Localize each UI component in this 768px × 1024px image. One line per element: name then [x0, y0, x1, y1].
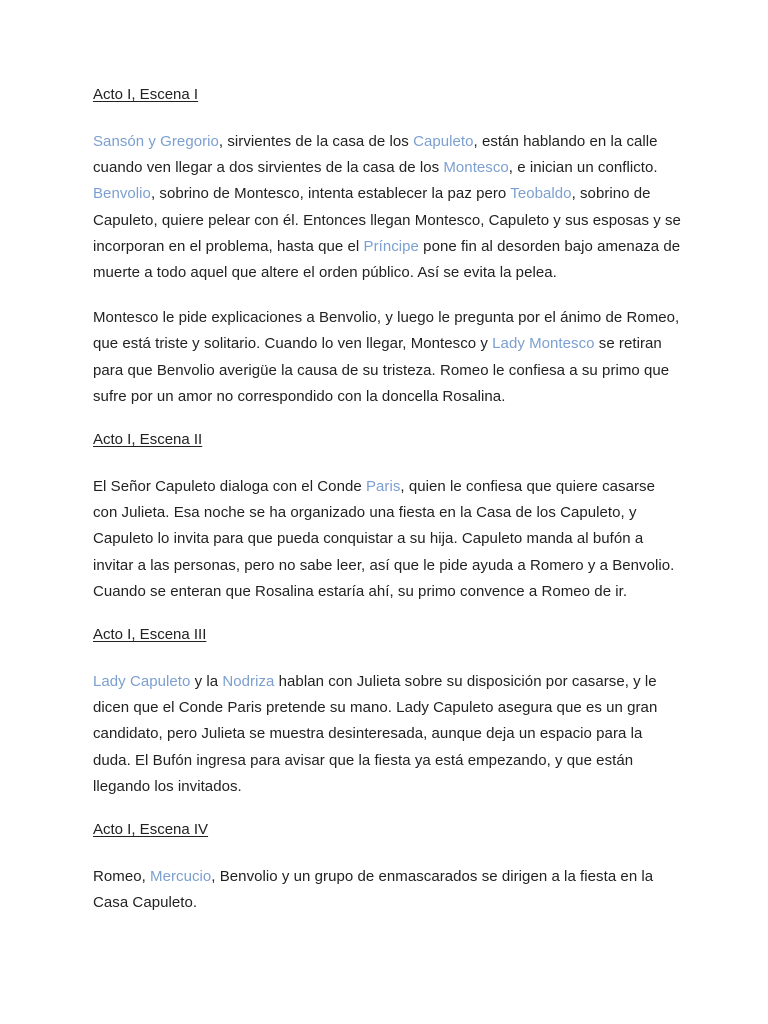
paragraph-text: se retiran para que Benvolio averigüe la causa de su tristeza. Romeo le confiesa a su primo que sufre por un amor no correspondido con la doncella Rosalina. [93, 335, 670, 405]
paragraph-text: , están hablando en la calle cuando ven llegar a dos sirvientes de la casa de los [93, 133, 658, 177]
character-link[interactable]: Nodriza [222, 673, 275, 691]
paragraph-text: , e inician un conflicto. [508, 159, 658, 177]
character-link[interactable]: Sansón y Gregorio [93, 133, 219, 150]
paragraph-text: Montesco le pide explicaciones a Benvolio, y luego le pregunta por el ánimo de Romeo, que está triste y solitario. Cuando lo ven llegar, Montesco y [93, 309, 680, 353]
character-link[interactable]: Teobaldo [510, 185, 572, 203]
paragraph-text: y la [190, 673, 223, 691]
section-heading: Acto I, Escena I [93, 86, 199, 103]
document-page [93, 84, 683, 935]
paragraph-text: , quien le confiesa que quiere casarse con Julieta. Esa noche se ha organizado una fiesta en la Casa de los Capuleto, y Capuleto lo invita para que pueda conquistar a su hija. Capuleto manda al bufón a invitar a las personas, pero no sabe leer, así que le pide ayuda a Romero y a Benvolio. Cuando se enteran que Rosalina estaría ahí, su primo convence a Romeo de ir. [93, 478, 675, 600]
character-link[interactable]: Paris [365, 478, 401, 496]
character-link[interactable]: Montesco [443, 159, 509, 177]
paragraph-text: hablan con Julieta sobre su disposición por casarse, y le dicen que el Conde Paris pretende su mano. Lady Capuleto asegura que es un gran candidato, pero Julieta se muestra desinteresada, aunque deja un espacio para la duda. El Bufón ingresa para avisar que la fiesta ya está empezando, y que están llegando los invitados. [93, 673, 658, 795]
body-paragraph [93, 864, 683, 916]
paragraph-text: El Señor Capuleto dialoga con el Conde [93, 478, 366, 496]
paragraph-text: , sobrino de Montesco, intenta establecer la paz pero [150, 185, 511, 203]
paragraph-text: , sobrino de Capuleto, quiere pelear con él. Entonces llegan Montesco, Capuleto y sus esposas y se incorporan en el problema, hasta que el [93, 185, 681, 255]
character-link[interactable]: Lady Capuleto [93, 673, 191, 691]
body-paragraph [93, 669, 683, 800]
character-link[interactable]: Mercucio [150, 868, 212, 886]
body-paragraph [93, 305, 683, 410]
body-paragraph [93, 474, 683, 605]
paragraph-text: pone fin al desorden bajo amenaza de muerte a todo aquel que altere el orden público. Así se evita la pelea. [93, 237, 681, 282]
paragraph-text: , sirvientes de la casa de los [218, 133, 414, 150]
section-heading: Acto I, Escena II [93, 431, 203, 449]
character-link[interactable]: Lady Montesco [492, 335, 595, 353]
paragraph-text: Romeo, [93, 868, 151, 886]
paragraph-text: , Benvolio y un grupo de enmascarados se dirigen a la fiesta en la Casa Capuleto. [93, 868, 654, 912]
character-link[interactable]: Príncipe [363, 237, 419, 255]
section-heading: Acto I, Escena III [93, 626, 207, 644]
character-link[interactable]: Benvolio [93, 185, 151, 203]
body-paragraph [93, 129, 683, 286]
section-heading: Acto I, Escena IV [93, 821, 209, 839]
character-link[interactable]: Capuleto [413, 133, 474, 150]
